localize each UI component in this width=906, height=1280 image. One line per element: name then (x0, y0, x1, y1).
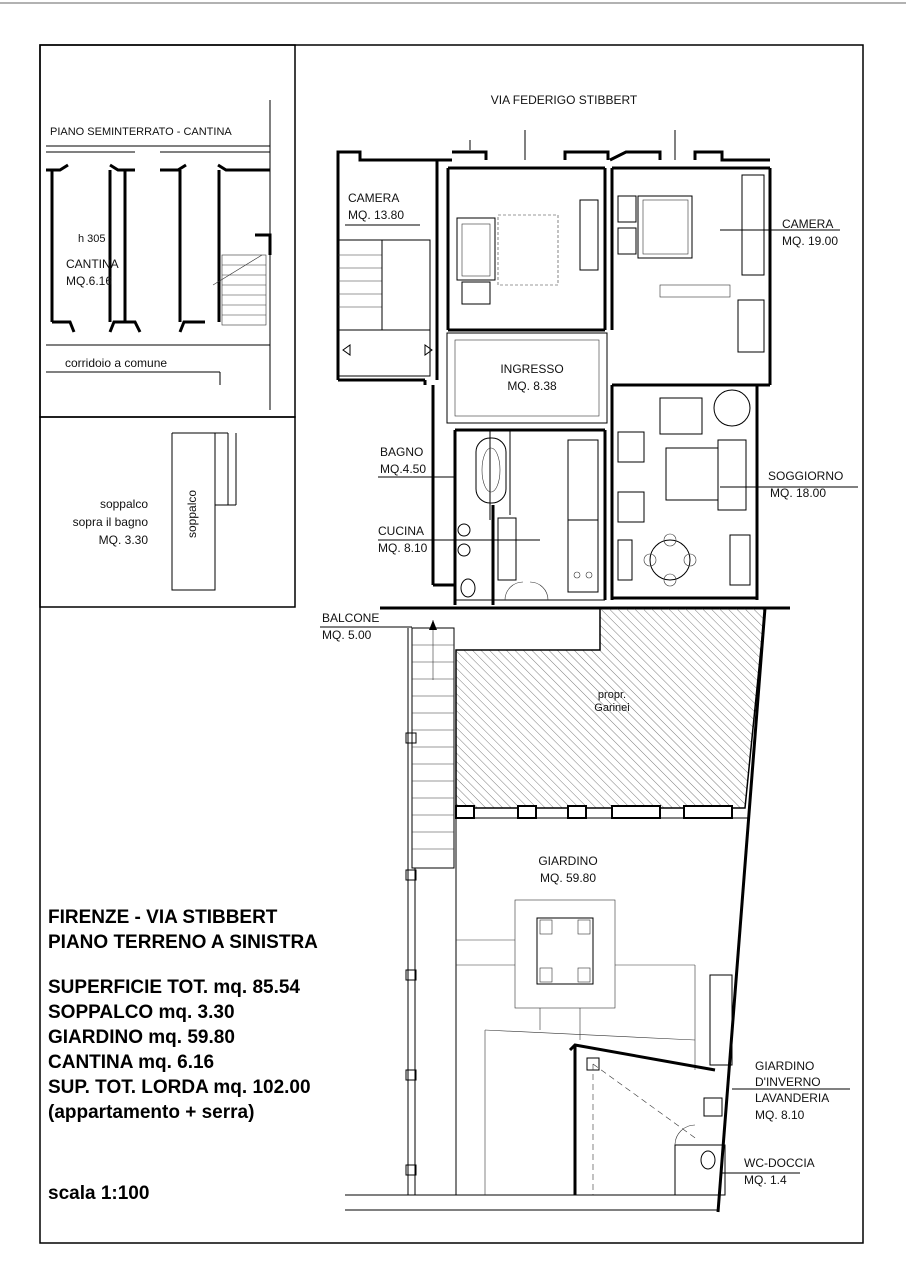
camera2-area: MQ. 19.00 (782, 234, 839, 248)
summary-mezzanine: SOPPALCO mq. 3.30 (48, 1002, 235, 1023)
summary-gross-area: SUP. TOT. LORDA mq. 102.00 (48, 1077, 311, 1098)
balcone-name: BALCONE (322, 611, 380, 625)
mezzanine-plan (172, 433, 236, 590)
summary-city: FIRENZE - VIA STIBBERT (48, 907, 278, 928)
winter-garden-line1: GIARDINO (755, 1059, 815, 1073)
soggiorno-name: SOGGIORNO (768, 469, 844, 483)
cellar-corridor: corridoio a comune (65, 356, 168, 370)
mezzanine-panel (40, 417, 295, 607)
summary-cellar: CANTINA mq. 6.16 (48, 1052, 215, 1073)
bagno-name: BAGNO (380, 445, 424, 459)
neighbour-label-line2: Garinei (594, 702, 630, 714)
winter-garden (570, 1045, 725, 1195)
mezzanine-vertical-label: soppalco (185, 489, 199, 538)
summary-total-area: SUPERFICIE TOT. mq. 85.54 (48, 977, 301, 998)
street-name: VIA FEDERIGO STIBBERT (490, 93, 638, 107)
ingresso-area: MQ. 8.38 (507, 379, 557, 393)
cellar-title: PIANO SEMINTERRATO - CANTINA (50, 126, 232, 138)
cucina-area: MQ. 8.10 (378, 541, 428, 555)
cellar-height: h 305 (78, 233, 106, 245)
furniture-soggiorno (618, 390, 750, 586)
camera2-name: CAMERA (782, 217, 834, 231)
cellar-room-area: MQ.6.16 (66, 274, 113, 288)
summary-note: (appartamento + serra) (48, 1102, 255, 1123)
winter-garden-line3: LAVANDERIA (755, 1091, 830, 1105)
cellar-room-name: CANTINA (66, 257, 119, 271)
ingresso-name: INGRESSO (500, 362, 564, 376)
bagno-area: MQ.4.50 (380, 462, 427, 476)
camera1-name: CAMERA (348, 191, 400, 205)
giardino-area: MQ. 59.80 (539, 871, 597, 885)
cucina-name: CUCINA (378, 524, 425, 538)
balcone-area: MQ. 5.00 (322, 628, 372, 642)
wc-name: WC-DOCCIA (744, 1156, 815, 1170)
summary-floor: PIANO TERRENO A SINISTRA (48, 932, 318, 953)
furniture-bagno-cucina (458, 438, 598, 600)
wc-area: MQ. 1.4 (744, 1173, 787, 1187)
balcony-stairs (406, 620, 454, 1195)
common-stairs (338, 240, 432, 376)
neighbour-label-line1: propr. (597, 689, 627, 701)
winter-garden-line2: D'INVERNO (755, 1075, 821, 1089)
winter-garden-area: MQ. 8.10 (755, 1108, 805, 1122)
camera1-area: MQ. 13.80 (348, 208, 405, 222)
summary-garden: GIARDINO mq. 59.80 (48, 1027, 235, 1048)
summary-scale: scala 1:100 (48, 1183, 150, 1204)
furniture-camera1 (457, 200, 598, 304)
mezzanine-line2: sopra il bagno (72, 515, 148, 529)
furniture-camera2 (618, 175, 764, 352)
mezzanine-area: MQ. 3.30 (98, 533, 148, 547)
summary-block (48, 907, 318, 1204)
giardino-name: GIARDINO (538, 854, 598, 868)
soggiorno-area: MQ. 18.00 (770, 486, 827, 500)
mezzanine-line1: soppalco (99, 497, 148, 511)
